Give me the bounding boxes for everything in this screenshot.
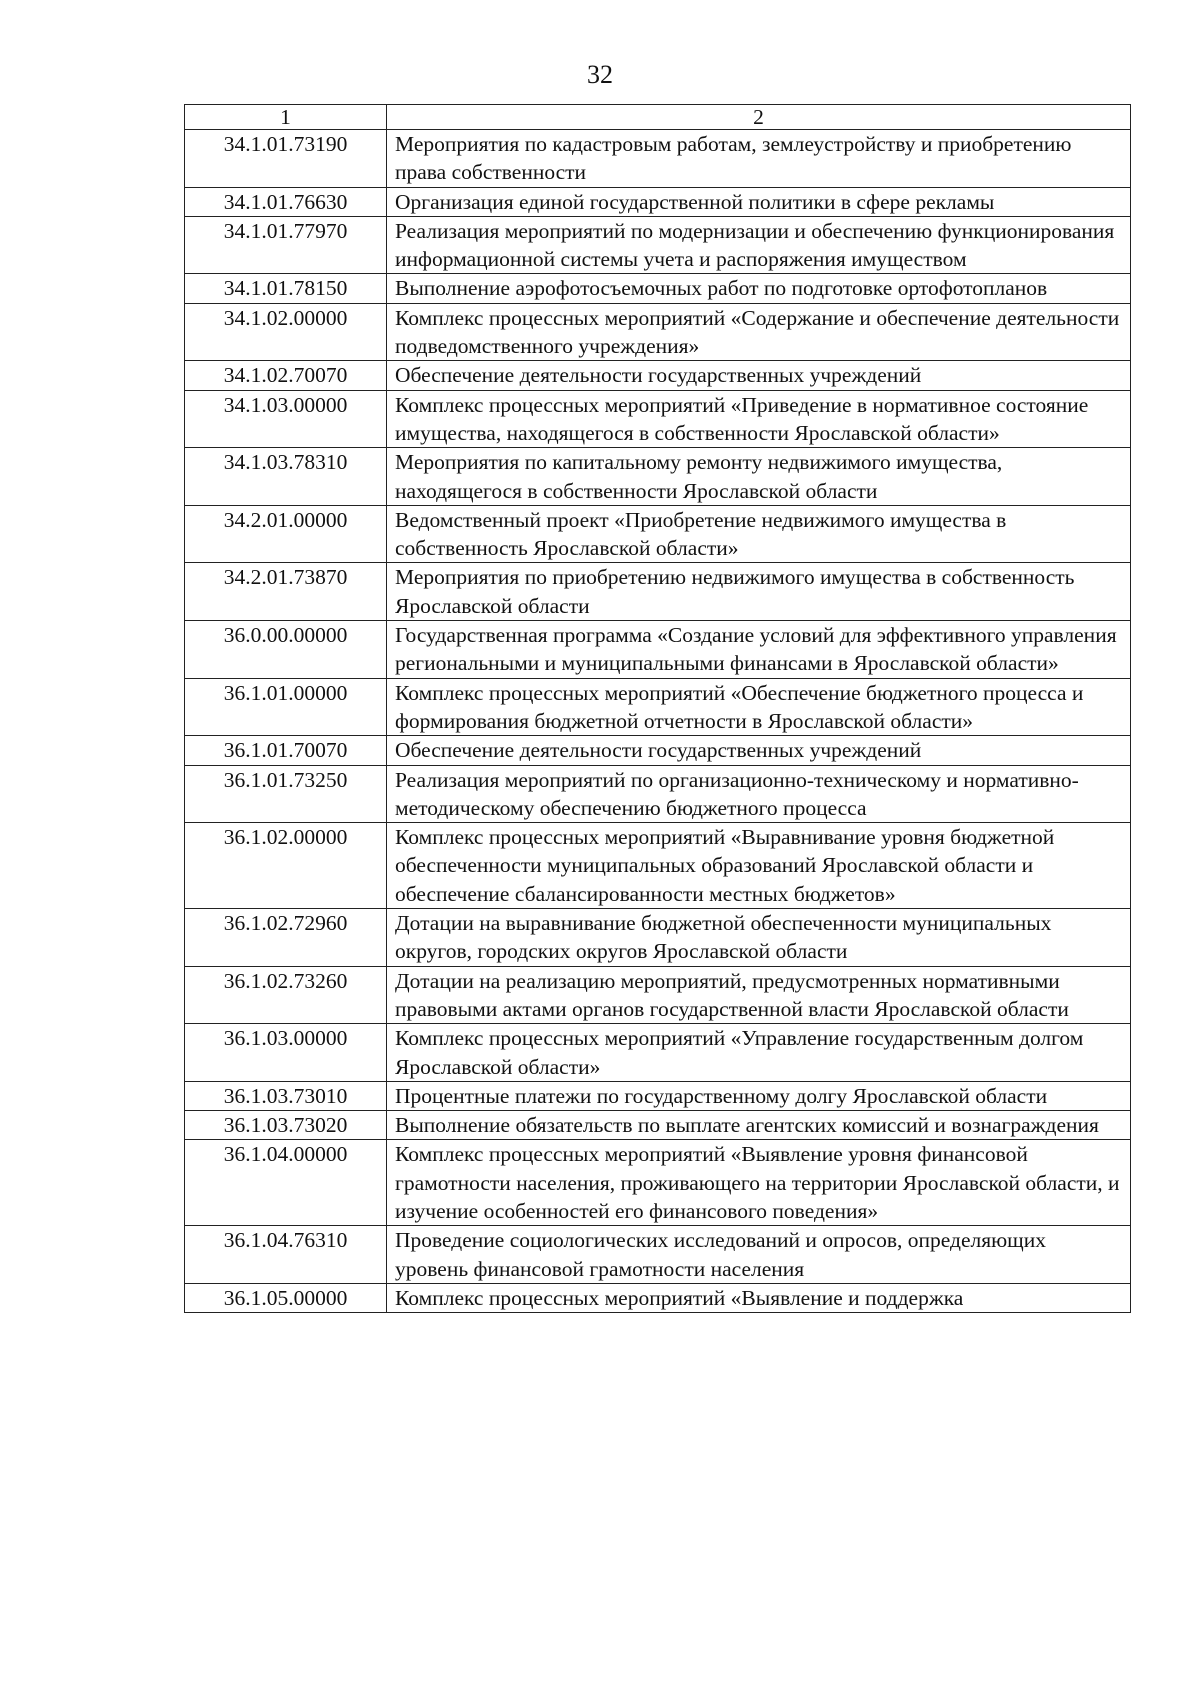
item-description: Реализация мероприятий по организационно-техническому и нормативно-методическому обеспечению бюджетного процесса (387, 765, 1131, 823)
item-description: Мероприятия по кадастровым работам, землеустройству и приобретению права собственности (387, 130, 1131, 188)
table-row (185, 448, 1131, 506)
classification-code: 36.1.04.00000 (185, 1140, 387, 1226)
table-row (185, 1140, 1131, 1226)
item-description: Комплекс процессных мероприятий «Управление государственным долгом Ярославской области» (387, 1024, 1131, 1082)
table-row (185, 678, 1131, 736)
classification-code: 36.1.02.73260 (185, 966, 387, 1024)
item-description: Мероприятия по приобретению недвижимого имущества в собственность Ярославской области (387, 563, 1131, 621)
classification-code: 34.1.01.77970 (185, 216, 387, 274)
item-description: Процентные платежи по государственному долгу Ярославской области (387, 1081, 1131, 1110)
item-description: Проведение социологических исследований и опросов, определяющих уровень финансовой грамотности населения (387, 1226, 1131, 1284)
table-row (185, 621, 1131, 679)
table-row (185, 1226, 1131, 1284)
classification-code: 36.1.04.76310 (185, 1226, 387, 1284)
table-row (185, 909, 1131, 967)
table-row (185, 1283, 1131, 1312)
classification-code: 36.1.03.00000 (185, 1024, 387, 1082)
classification-code: 36.1.01.73250 (185, 765, 387, 823)
column-header-2: 2 (387, 105, 1131, 130)
table-row (185, 274, 1131, 303)
table-row (185, 1081, 1131, 1110)
item-description: Дотации на реализацию мероприятий, предусмотренных нормативными правовыми актами органов государственной власти Ярославской области (387, 966, 1131, 1024)
item-description: Организация единой государственной политики в сфере рекламы (387, 187, 1131, 216)
item-description: Мероприятия по капитальному ремонту недвижимого имущества, находящегося в собственности Ярославской области (387, 448, 1131, 506)
table-row (185, 736, 1131, 765)
page-number: 32 (587, 60, 613, 89)
classification-code: 34.1.02.70070 (185, 361, 387, 390)
table-row (185, 361, 1131, 390)
classification-code: 36.1.05.00000 (185, 1283, 387, 1312)
item-description: Комплекс процессных мероприятий «Выравнивание уровня бюджетной обеспеченности муниципальных образований Ярославской области и обеспечение сбалансированности местных бюджетов» (387, 823, 1131, 909)
table-row (185, 1024, 1131, 1082)
item-description: Комплекс процессных мероприятий «Приведение в нормативное состояние имущества, находящегося в собственности Ярославской области» (387, 390, 1131, 448)
item-description: Дотации на выравнивание бюджетной обеспеченности муниципальных округов, городских округов Ярославской области (387, 909, 1131, 967)
item-description: Комплекс процессных мероприятий «Выявление и поддержка (387, 1283, 1131, 1312)
classification-code: 34.2.01.00000 (185, 505, 387, 563)
classification-code: 34.1.03.78310 (185, 448, 387, 506)
item-description: Выполнение обязательств по выплате агентских комиссий и вознаграждения (387, 1111, 1131, 1140)
table-row (185, 823, 1131, 909)
table-row (185, 765, 1131, 823)
item-description: Комплекс процессных мероприятий «Выявление уровня финансовой грамотности населения, проживающего на территории Ярославской области, и изучение особенностей его финансового поведения» (387, 1140, 1131, 1226)
classification-code: 36.1.02.72960 (185, 909, 387, 967)
table-row (185, 563, 1131, 621)
classification-code: 34.1.02.00000 (185, 303, 387, 361)
classification-code: 34.2.01.73870 (185, 563, 387, 621)
table-header-row (185, 105, 1131, 130)
classification-code: 36.1.03.73010 (185, 1081, 387, 1110)
table-row (185, 390, 1131, 448)
classification-code: 34.1.01.78150 (185, 274, 387, 303)
item-description: Обеспечение деятельности государственных учреждений (387, 361, 1131, 390)
item-description: Комплекс процессных мероприятий «Содержание и обеспечение деятельности подведомственного учреждения» (387, 303, 1131, 361)
item-description: Обеспечение деятельности государственных учреждений (387, 736, 1131, 765)
item-description: Комплекс процессных мероприятий «Обеспечение бюджетного процесса и формирования бюджетной отчетности в Ярославской области» (387, 678, 1131, 736)
table-row (185, 1111, 1131, 1140)
classification-code: 34.1.01.73190 (185, 130, 387, 188)
classification-code: 34.1.03.00000 (185, 390, 387, 448)
item-description: Государственная программа «Создание условий для эффективного управления региональными и муниципальными финансами в Ярославской области» (387, 621, 1131, 679)
table-body (185, 130, 1131, 1313)
table-row (185, 966, 1131, 1024)
table-row (185, 505, 1131, 563)
codes-table (184, 104, 1131, 1313)
item-description: Реализация мероприятий по модернизации и обеспечению функционирования информационной системы учета и распоряжения имуществом (387, 216, 1131, 274)
classification-code: 34.1.01.76630 (185, 187, 387, 216)
table-row (185, 130, 1131, 188)
classification-code: 36.1.03.73020 (185, 1111, 387, 1140)
classification-code: 36.1.01.00000 (185, 678, 387, 736)
column-header-1: 1 (185, 105, 387, 130)
table-row (185, 187, 1131, 216)
classification-code: 36.0.00.00000 (185, 621, 387, 679)
table-row (185, 303, 1131, 361)
item-description: Выполнение аэрофотосъемочных работ по подготовке ортофотопланов (387, 274, 1131, 303)
classification-code: 36.1.01.70070 (185, 736, 387, 765)
item-description: Ведомственный проект «Приобретение недвижимого имущества в собственность Ярославской области» (387, 505, 1131, 563)
classification-code: 36.1.02.00000 (185, 823, 387, 909)
table-row (185, 216, 1131, 274)
